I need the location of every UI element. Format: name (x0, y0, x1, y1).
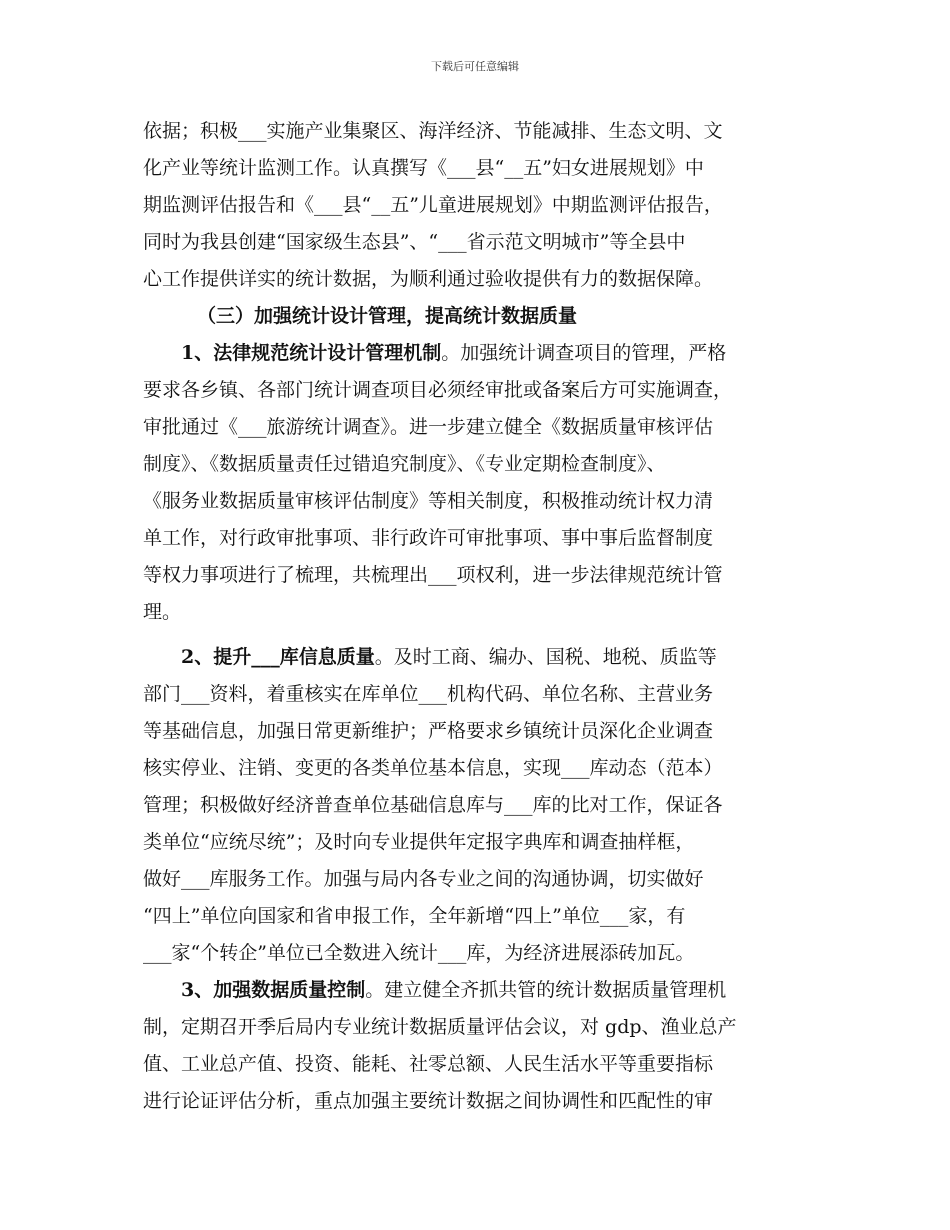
text-line: 制，定期召开季后局内专业统计数据质量评估会议，对 gdp、渔业总产 (143, 1016, 737, 1038)
page-header: 下载后可任意编辑 (431, 60, 519, 73)
paragraph-item-3 (143, 975, 833, 1123)
item-text: 。建立健全齐抓共管的统计数据质量管理机 (365, 979, 727, 1001)
text-line: 等权力事项进行了梳理，共梳理出___项权利，进一步法律规范统计管 (143, 564, 723, 586)
item-title: 1、法律规范统计设计管理机制 (181, 342, 442, 364)
text-line: 值、工业总产值、投资、能耗、社零总额、人民生活水平等重要指标 (143, 1053, 714, 1075)
text-line: 化产业等统计监测工作。认真撰写《___县“__五”妇女进展规划》中 (143, 157, 704, 179)
item-text: 。及时工商、编办、国税、地税、质监等 (374, 646, 717, 668)
text-line: 理。 (143, 601, 182, 623)
paragraph-intro (143, 116, 833, 301)
text-line: ___家“个转企”单位已全数进入统计___库，为经济进展添砖加瓦。 (143, 942, 695, 964)
text-line: 管理；积极做好经济普查单位基础信息库与___库的比对工作，保证各 (143, 794, 723, 816)
text-line: 等基础信息，加强日常更新维护；严格要求乡镇统计员深化企业调查 (143, 720, 714, 742)
text-line: “四上”单位向国家和省申报工作，全年新增“四上”单位___家，有 (143, 905, 686, 927)
section-heading: （三）加强统计设计管理，提高统计数据质量 (197, 305, 578, 327)
text-line: 类单位“应统尽统”；及时向专业提供年定报字典库和调查抽样框， (143, 831, 695, 853)
text-line: 部门___资料，着重核实在库单位___机构代码、单位名称、主营业务 (143, 683, 714, 705)
text-line (143, 975, 833, 1012)
text-line: 同时为我县创建“国家级生态县”、“___省示范文明城市”等全县中 (143, 231, 686, 253)
text-line (143, 642, 833, 679)
paragraph-gap (143, 634, 833, 642)
paragraph-item-2 (143, 642, 833, 975)
text-line (143, 338, 833, 375)
text-line: 要求各乡镇、各部门统计调查项目必须经审批或备案后方可实施调查， (143, 379, 733, 401)
text-line: 核实停业、注销、变更的各类单位基本信息，实现___库动态（范本） (143, 757, 723, 779)
item-title: 2、提升___库信息质量 (181, 646, 375, 668)
item-text: 。加强统计调查项目的管理，严格 (441, 342, 727, 364)
paragraph-item-1 (143, 338, 833, 634)
document-body (143, 116, 833, 1123)
text-line: 制度》、《数据质量责任过错追究制度》、《专业定期检查制度》、 (143, 453, 666, 475)
text-line: 依据；积极___实施产业集聚区、海洋经济、节能减排、生态文明、文 (143, 120, 723, 142)
text-line: 做好___库服务工作。加强与局内各专业之间的沟通协调，切实做好 (143, 868, 704, 890)
text-line: 单工作，对行政审批事项、非行政许可审批事项、事中事后监督制度 (143, 527, 714, 549)
text-line: 期监测评估报告和《___县“__五”儿童进展规划》中期监测评估报告， (143, 194, 723, 216)
text-line: 《服务业数据质量审核评估制度》等相关制度，积极推动统计权力清 (143, 490, 714, 512)
text-line: 审批通过《___旅游统计调查》。进一步建立健全《数据质量审核评估 (143, 416, 714, 438)
text-line: 心工作提供详实的统计数据，为顺利通过验收提供有力的数据保障。 (143, 268, 714, 290)
item-title: 3、加强数据质量控制 (181, 979, 366, 1001)
text-line: 进行论证评估分析，重点加强主要统计数据之间协调性和匹配性的审 (143, 1090, 714, 1112)
